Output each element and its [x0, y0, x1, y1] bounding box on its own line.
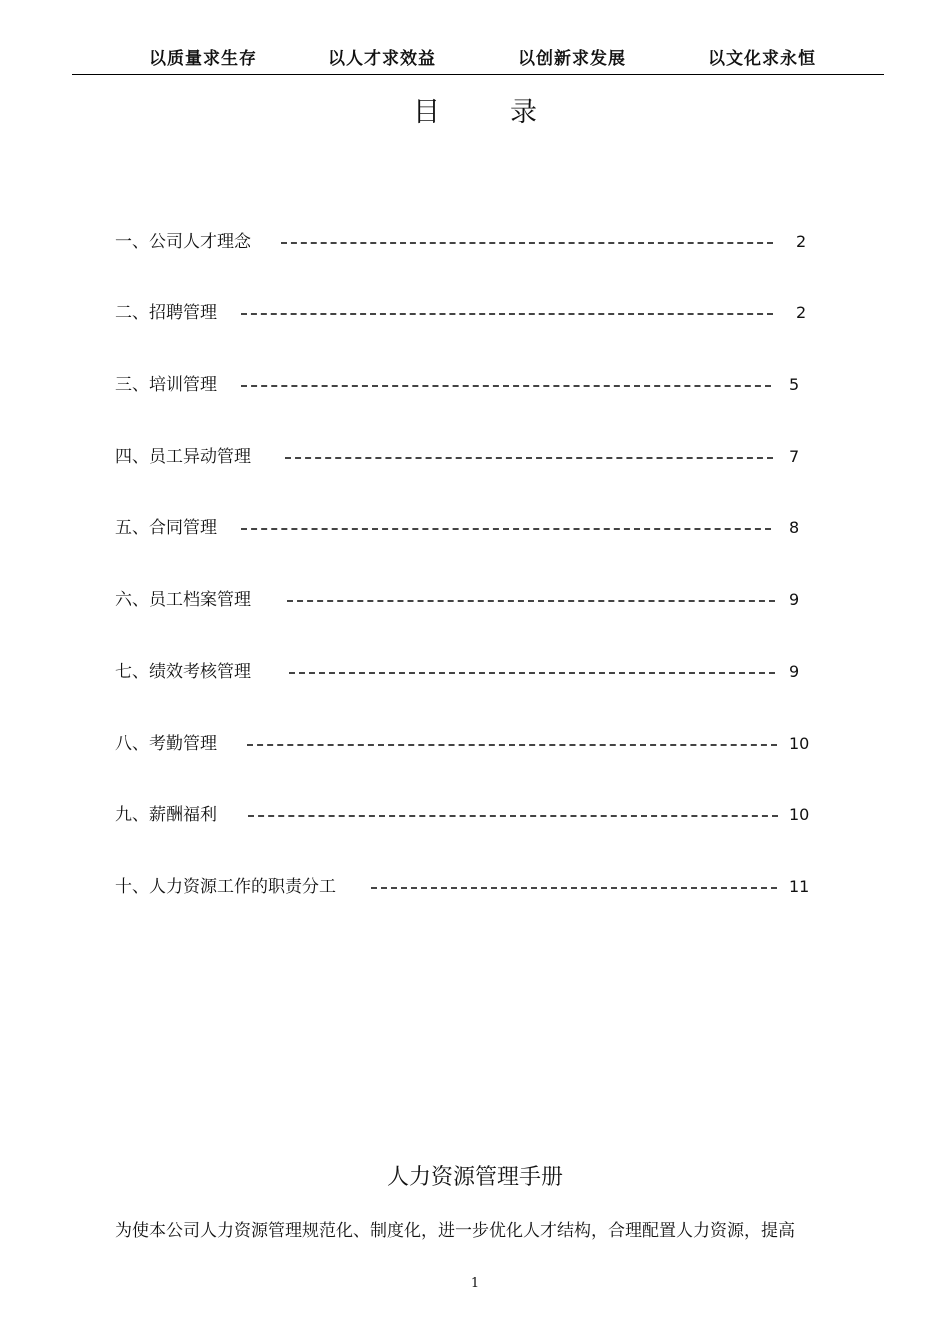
- toc-entry-page: 9: [789, 662, 800, 681]
- page-number: 1: [470, 1276, 480, 1291]
- slogan-culture: 以文化求永恒: [708, 49, 816, 69]
- toc-leader-dots: [247, 744, 777, 746]
- toc-leader-dots: [371, 887, 777, 889]
- document-title: 人力资源管理手册: [386, 1165, 563, 1190]
- toc-entry-page: 9: [789, 590, 800, 609]
- toc-entry-label: 一、公司人才理念: [115, 232, 251, 252]
- toc-entry-page: 7: [789, 447, 800, 466]
- toc-entry[interactable]: [0, 660, 950, 690]
- toc-entry-label: 七、绩效考核管理: [115, 662, 251, 682]
- toc-leader-dots: [287, 600, 775, 602]
- header-slogans: [0, 44, 950, 68]
- toc-entry-label: 三、培训管理: [115, 375, 217, 395]
- toc-entry-label: 二、招聘管理: [115, 303, 217, 323]
- toc-entry[interactable]: [0, 588, 950, 618]
- slogan-quality: 以质量求生存: [149, 49, 257, 69]
- toc-entry[interactable]: [0, 301, 950, 331]
- toc-leader-dots: [248, 815, 778, 817]
- header-divider: [72, 74, 884, 75]
- toc-entry-page: 2: [796, 303, 807, 322]
- toc-leader-dots: [289, 672, 775, 674]
- slogan-talent: 以人才求效益: [328, 49, 436, 69]
- toc-entry[interactable]: [0, 803, 950, 833]
- toc-leader-dots: [281, 242, 773, 244]
- toc-entry-label: 四、员工异动管理: [115, 447, 251, 467]
- toc-entry-label: 五、合同管理: [115, 518, 217, 538]
- toc-entry[interactable]: [0, 373, 950, 403]
- toc-entry-label: 九、薪酬福利: [115, 805, 217, 825]
- toc-leader-dots: [285, 457, 773, 459]
- intro-paragraph: 为使本公司人力资源管理规范化、制度化，进一步优化人才结构，合理配置人力资源，提高: [115, 1221, 795, 1241]
- slogan-innovation: 以创新求发展: [518, 49, 626, 69]
- toc-entry[interactable]: [0, 445, 950, 475]
- toc-entry-page: 2: [796, 232, 807, 251]
- toc-entry-page: 8: [789, 518, 800, 537]
- toc-entry-page: 10: [789, 805, 810, 824]
- toc-entry-label: 六、员工档案管理: [115, 590, 251, 610]
- toc-entry-page: 10: [789, 734, 810, 753]
- toc-title: 目录: [413, 97, 607, 128]
- toc-leader-dots: [241, 385, 771, 387]
- toc-leader-dots: [241, 313, 773, 315]
- toc-entry[interactable]: [0, 732, 950, 762]
- toc-entry-label: 十、人力资源工作的职责分工: [115, 877, 336, 897]
- toc-entry-label: 八、考勤管理: [115, 734, 217, 754]
- toc-entry[interactable]: [0, 516, 950, 546]
- toc-entry-page: 11: [789, 877, 810, 896]
- toc-entry[interactable]: [0, 230, 950, 260]
- toc-entry[interactable]: [0, 875, 950, 905]
- toc-entry-page: 5: [789, 375, 800, 394]
- toc-leader-dots: [241, 528, 771, 530]
